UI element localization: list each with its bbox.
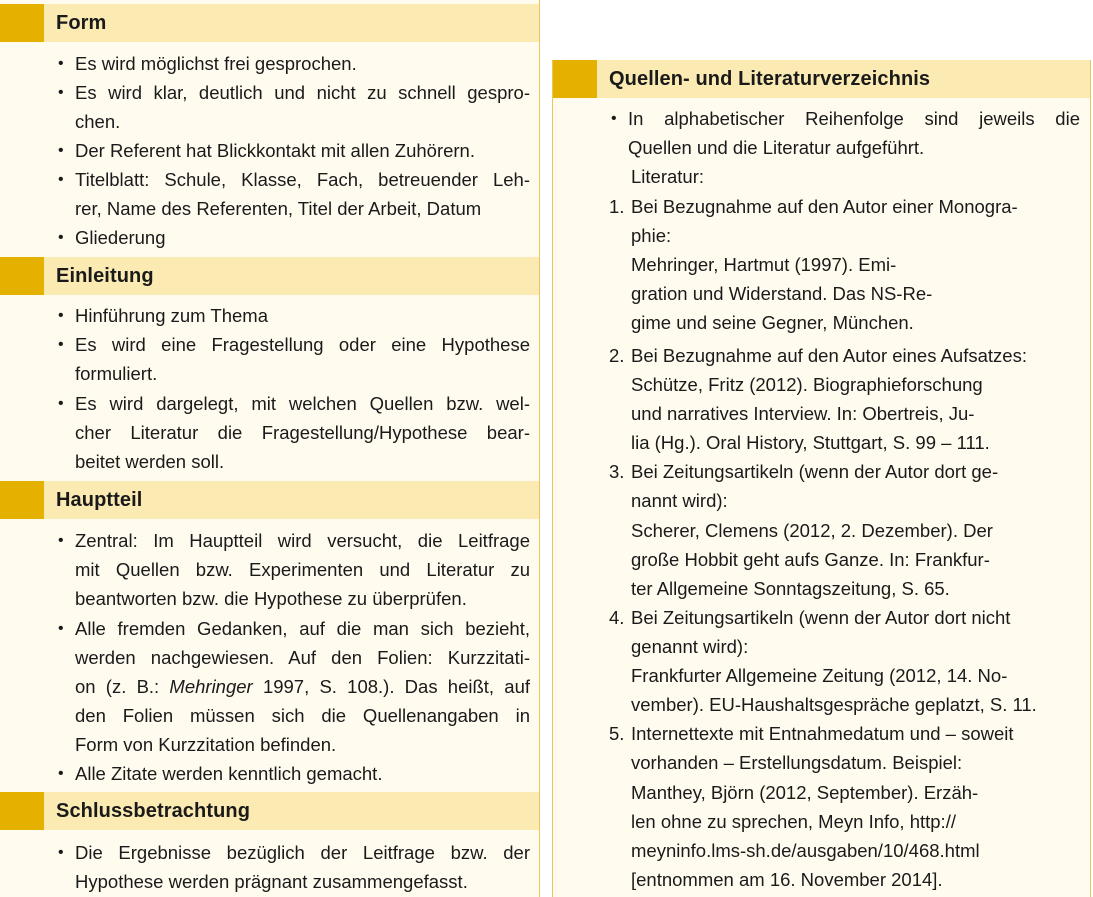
heading-title: Form — [56, 11, 107, 34]
italic-author: Mehringer — [169, 676, 253, 697]
bullet-icon: • — [58, 395, 64, 412]
list-item-continuation: mit Quellen bzw. Experimenten und Literatur zu — [75, 559, 530, 580]
section-heading-hauptteil — [0, 481, 539, 519]
numbered-item-continuation: lia (Hg.). Oral History, Stuttgart, S. 99 – 111. — [631, 432, 990, 453]
numbered-item: 5. Internettexte mit Entnahmedatum und – soweit — [553, 719, 1090, 748]
numbered-item-continuation: Frankfurter Allgemeine Zeitung (2012, 14. No- — [631, 665, 1008, 686]
list-item: • Es wird eine Fragestellung oder eine Hypothese — [0, 330, 539, 359]
numbered-item-continuation: Mehringer, Hartmut (1997). Emi- — [631, 254, 897, 275]
bullet-icon: • — [58, 765, 64, 782]
list-item-continuation: Hypothese werden prägnant zusammengefasst. — [75, 871, 468, 892]
bullet-icon: • — [58, 532, 64, 549]
numbered-item-continuation: len ohne zu sprechen, Meyn Info, http:// — [631, 811, 956, 832]
heading-accent-tab — [0, 4, 44, 42]
numbered-item-continuation: große Hobbit geht aufs Ganze. In: Frankfur- — [631, 549, 990, 570]
heading-accent-tab — [553, 60, 597, 98]
section-heading-quellen — [553, 60, 1090, 98]
list-item-continuation: den Folien müssen sich die Quellenangaben in — [75, 705, 530, 726]
item-number: 5. — [609, 723, 625, 744]
numbered-item-continuation: meyninfo.lms-sh.de/ausgaben/10/468.html — [631, 840, 980, 861]
list-item: • Zentral: Im Hauptteil wird versucht, die Leitfrage — [0, 526, 539, 555]
numbered-item-continuation: [entnommen am 16. November 2014]. — [631, 869, 943, 890]
list-item-continuation: cher Literatur die Fragestellung/Hypothese bear- — [75, 422, 530, 443]
item-number: 4. — [609, 607, 625, 628]
numbered-item-continuation: Manthey, Björn (2012, September). Erzäh- — [631, 782, 979, 803]
list-item-continuation: werden nachgewiesen. Auf den Folien: Kurzzitati- — [75, 647, 530, 668]
list-item-continuation: Quellen und die Literatur aufgeführt. — [628, 137, 925, 158]
list-item: • Alle fremden Gedanken, auf die man sich bezieht, — [0, 614, 539, 643]
list-item-continuation: Form von Kurzzitation befinden. — [75, 734, 337, 755]
left-info-panel — [0, 0, 540, 897]
heading-accent-tab — [0, 257, 44, 295]
numbered-item-continuation: phie: — [631, 225, 672, 246]
list-item: • Titelblatt: Schule, Klasse, Fach, betreuender Leh- — [0, 165, 539, 194]
numbered-item-continuation: vorhanden – Erstellungsdatum. Beispiel: — [631, 752, 963, 773]
bullet-icon: • — [58, 55, 64, 72]
section-heading-form — [0, 4, 539, 42]
section-heading-einleitung — [0, 257, 539, 295]
item-number: 3. — [609, 461, 625, 482]
bullet-icon: • — [58, 84, 64, 101]
numbered-item-continuation: Schütze, Fritz (2012). Biographieforschung — [631, 374, 983, 395]
numbered-item-continuation: gration und Widerstand. Das NS-Re- — [631, 283, 933, 304]
numbered-item-continuation: genannt wird): — [631, 636, 749, 657]
heading-title: Hauptteil — [56, 488, 143, 511]
bullet-icon: • — [58, 229, 64, 246]
numbered-item: 4. Bei Zeitungsartikeln (wenn der Autor dort nicht — [553, 603, 1090, 632]
bullet-icon: • — [611, 110, 617, 127]
item-number: 2. — [609, 345, 625, 366]
numbered-item: 1. Bei Bezugnahme auf den Autor einer Monogra- — [553, 192, 1090, 221]
list-item-continuation: beantworten bzw. die Hypothese zu überprüfen. — [75, 588, 467, 609]
right-info-panel — [552, 60, 1091, 897]
list-item: • Alle Zitate werden kenntlich gemacht. — [0, 759, 539, 788]
list-item: • Es wird klar, deutlich und nicht zu schnell gespro- — [0, 78, 539, 107]
item-number: 1. — [609, 196, 625, 217]
list-item: • In alphabetischer Reihenfolge sind jeweils die — [553, 104, 1090, 133]
heading-title: Quellen- und Literaturverzeichnis — [609, 67, 931, 90]
list-item: • Gliederung — [0, 223, 539, 252]
bullet-icon: • — [58, 336, 64, 353]
list-item-continuation: beitet werden soll. — [75, 451, 225, 472]
list-item-continuation: on (z. B.: Mehringer 1997, S. 108.). Das heißt, auf — [75, 676, 531, 697]
numbered-item-continuation: nannt wird): — [631, 490, 728, 511]
heading-title: Einleitung — [56, 264, 154, 287]
list-item: • Der Referent hat Blickkontakt mit allen Zuhörern. — [0, 136, 539, 165]
list-subheading: Literatur: — [631, 166, 705, 187]
list-item-continuation: formuliert. — [75, 363, 158, 384]
numbered-item-continuation: und narratives Interview. In: Obertreis, Ju- — [631, 403, 975, 424]
list-item: • Hinführung zum Thema — [0, 301, 539, 330]
list-item-continuation: chen. — [75, 111, 121, 132]
list-item: • Die Ergebnisse bezüglich der Leitfrage bzw. der — [0, 838, 539, 867]
numbered-item: 3. Bei Zeitungsartikeln (wenn der Autor dort ge- — [553, 457, 1090, 486]
heading-title: Schlussbetrachtung — [56, 799, 251, 822]
numbered-item-continuation: ter Allgemeine Sonntagszeitung, S. 65. — [631, 578, 950, 599]
bullet-icon: • — [58, 307, 64, 324]
numbered-item-continuation: gime und seine Gegner, München. — [631, 312, 914, 333]
numbered-item: 2. Bei Bezugnahme auf den Autor eines Aufsatzes: — [553, 341, 1090, 370]
section-heading-schlussbetrachtung — [0, 792, 539, 830]
heading-accent-tab — [0, 481, 44, 519]
list-item-continuation: rer, Name des Referenten, Titel der Arbeit, Datum — [75, 198, 482, 219]
bullet-icon: • — [58, 844, 64, 861]
numbered-item-continuation: vember). EU-Haushaltsgespräche geplatzt, S. 11. — [631, 694, 1037, 715]
list-item: • Es wird möglichst frei gesprochen. — [0, 49, 539, 78]
bullet-icon: • — [58, 171, 64, 188]
heading-accent-tab — [0, 792, 44, 830]
bullet-icon: • — [58, 620, 64, 637]
bullet-icon: • — [58, 142, 64, 159]
numbered-item-continuation: Scherer, Clemens (2012, 2. Dezember). Der — [631, 520, 993, 541]
list-item: • Es wird dargelegt, mit welchen Quellen bzw. wel- — [0, 389, 539, 418]
